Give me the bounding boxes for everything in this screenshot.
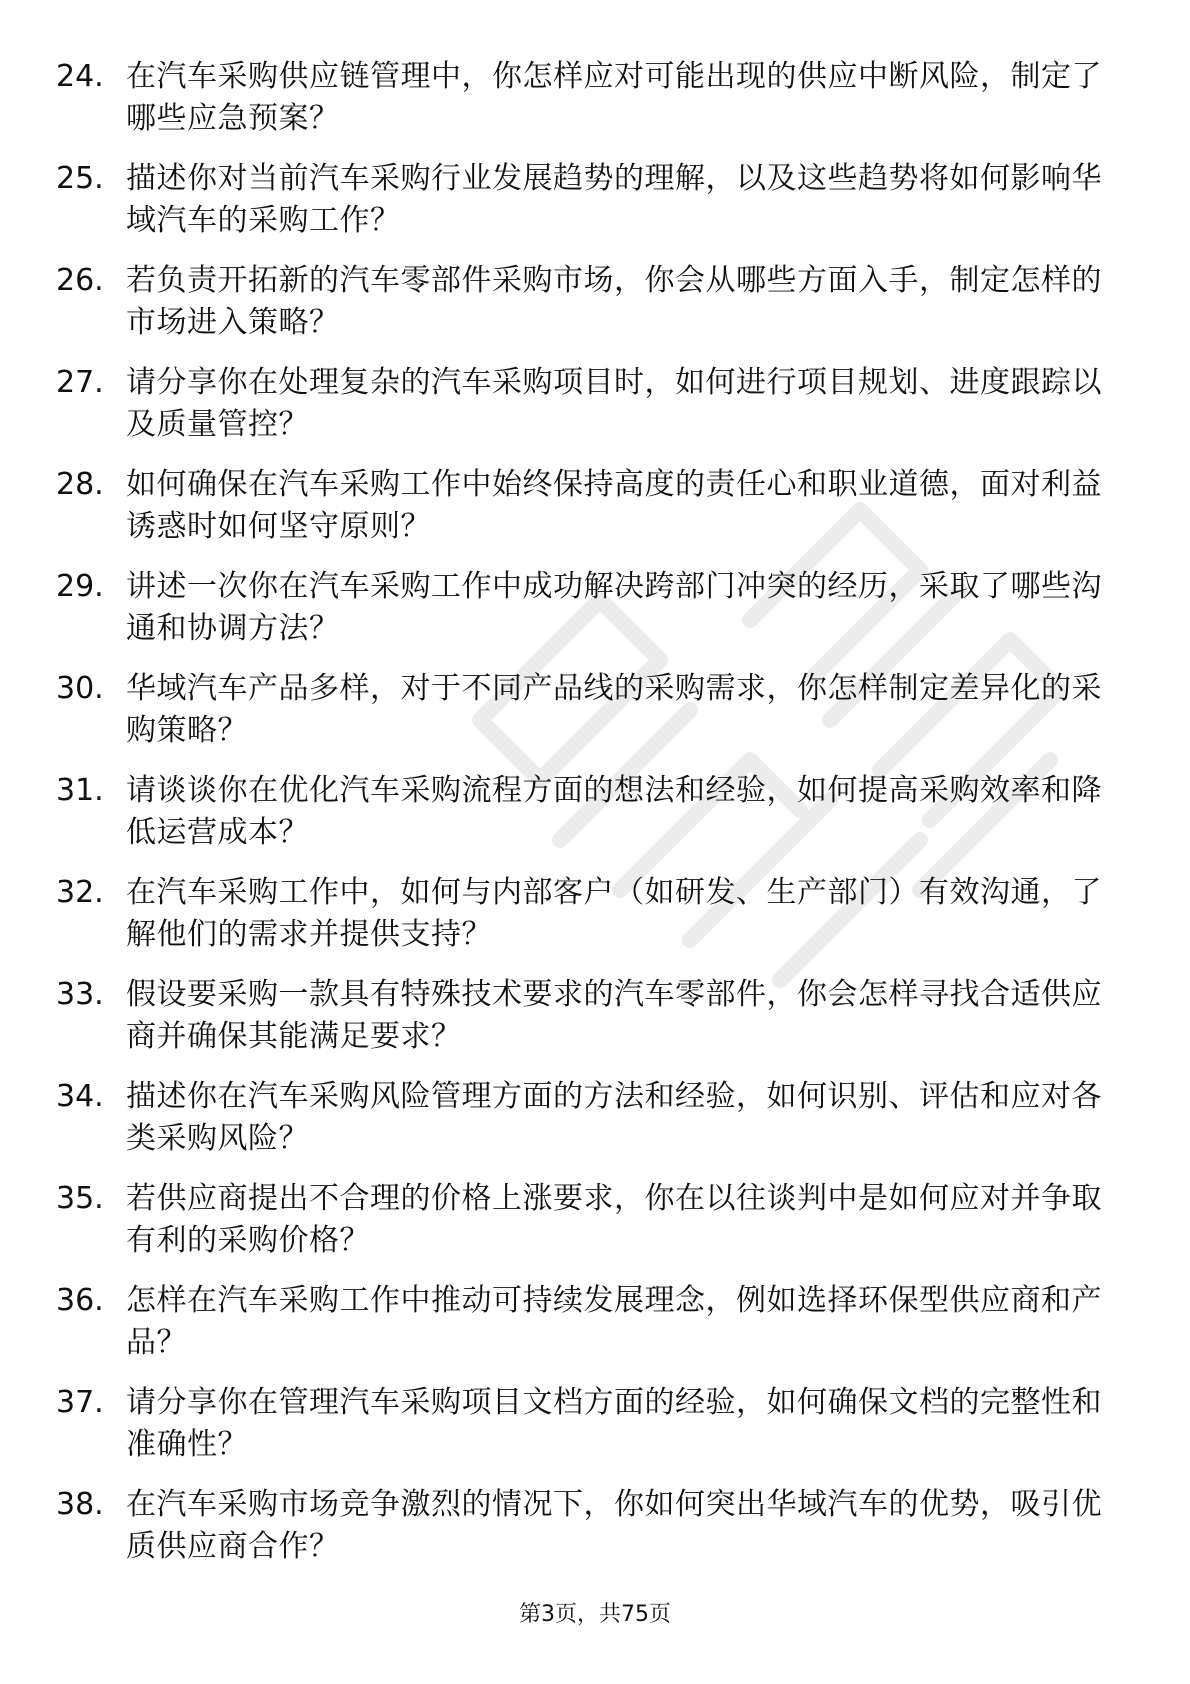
page-number-footer: 第3页，共75页 — [519, 1602, 671, 1627]
question-number: 32. — [56, 875, 104, 910]
question-number: 31. — [56, 773, 104, 808]
question-text: 在汽车采购供应链管理中，你怎样应对可能出现的供应中断风险，制定了哪些应急预案？ — [126, 59, 1102, 136]
question-item — [56, 56, 1116, 158]
question-item — [56, 1076, 1116, 1178]
question-text: 假设要采购一款具有特殊技术要求的汽车零部件，你会怎样寻找合适供应商并确保其能满足要求？ — [126, 977, 1102, 1054]
question-item — [56, 1280, 1116, 1382]
question-item — [56, 158, 1116, 260]
question-item — [56, 362, 1116, 464]
question-item — [56, 974, 1116, 1076]
question-number: 25. — [56, 161, 104, 196]
question-item — [56, 668, 1116, 770]
question-item — [56, 566, 1116, 668]
question-text: 华域汽车产品多样，对于不同产品线的采购需求，你怎样制定差异化的采购策略？ — [126, 671, 1102, 748]
question-number: 34. — [56, 1079, 104, 1114]
question-item — [56, 1178, 1116, 1280]
question-text: 描述你对当前汽车采购行业发展趋势的理解，以及这些趋势将如何影响华域汽车的采购工作？ — [126, 161, 1102, 238]
question-number: 26. — [56, 263, 104, 298]
question-item — [56, 464, 1116, 566]
question-text: 在汽车采购市场竞争激烈的情况下，你如何突出华域汽车的优势，吸引优质供应商合作？ — [126, 1487, 1102, 1564]
question-text: 若负责开拓新的汽车零部件采购市场，你会从哪些方面入手，制定怎样的市场进入策略？ — [126, 263, 1102, 340]
question-text: 请分享你在管理汽车采购项目文档方面的经验，如何确保文档的完整性和准确性？ — [126, 1385, 1102, 1462]
question-text: 在汽车采购工作中，如何与内部客户（如研发、生产部门）有效沟通，了解他们的需求并提供支持？ — [126, 875, 1102, 952]
question-number: 33. — [56, 977, 104, 1012]
question-number: 36. — [56, 1283, 104, 1318]
question-item — [56, 770, 1116, 872]
question-text: 讲述一次你在汽车采购工作中成功解决跨部门冲突的经历，采取了哪些沟通和协调方法？ — [126, 569, 1102, 646]
question-item — [56, 1484, 1116, 1586]
question-number: 30. — [56, 671, 104, 706]
question-number: 28. — [56, 467, 104, 502]
question-text: 请谈谈你在优化汽车采购流程方面的想法和经验，如何提高采购效率和降低运营成本？ — [126, 773, 1102, 850]
question-item — [56, 260, 1116, 362]
question-number: 27. — [56, 365, 104, 400]
question-text: 怎样在汽车采购工作中推动可持续发展理念，例如选择环保型供应商和产品？ — [126, 1283, 1102, 1360]
question-item — [56, 872, 1116, 974]
question-item — [56, 1382, 1116, 1484]
question-number: 29. — [56, 569, 104, 604]
question-text: 描述你在汽车采购风险管理方面的方法和经验，如何识别、评估和应对各类采购风险？ — [126, 1079, 1102, 1156]
question-text: 如何确保在汽车采购工作中始终保持高度的责任心和职业道德，面对利益诱惑时如何坚守原则？ — [126, 467, 1102, 544]
question-number: 24. — [56, 59, 104, 94]
question-text: 若供应商提出不合理的价格上涨要求，你在以往谈判中是如何应对并争取有利的采购价格？ — [126, 1181, 1102, 1258]
question-text: 请分享你在处理复杂的汽车采购项目时，如何进行项目规划、进度跟踪以及质量管控？ — [126, 365, 1102, 442]
question-number: 35. — [56, 1181, 104, 1216]
question-list — [56, 56, 1116, 1586]
question-number: 38. — [56, 1487, 104, 1522]
question-number: 37. — [56, 1385, 104, 1420]
